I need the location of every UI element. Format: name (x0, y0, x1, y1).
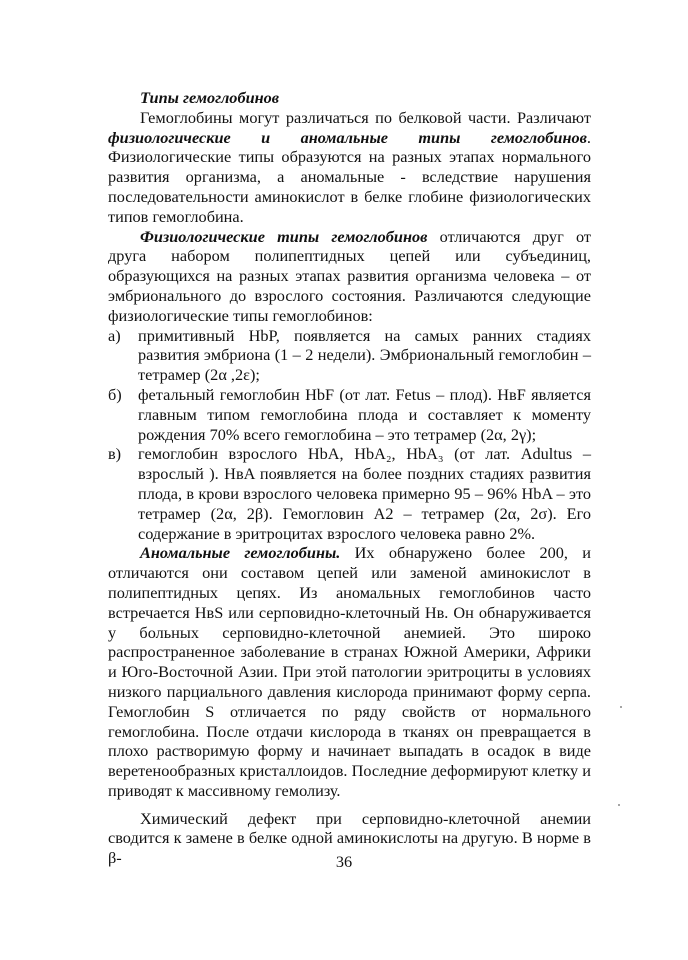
paragraph-intro (108, 108, 591, 227)
list-item (108, 444, 591, 543)
paragraph-intro-start: Гемоглобины могут различаться по белковой части. Различают (140, 107, 591, 127)
body-text (108, 88, 591, 868)
list-item-text: примитивный HbP, появляется на самых ранних стадиях развития эмбриона (1 – 2 недели). Эмбриональный гемоглобин – тетрамер (2α ,2ε); (138, 325, 591, 385)
paragraph-intro-emphasis: физиологические и аномальные типы гемоглобинов (108, 127, 587, 147)
list-item-marker: а) (108, 325, 121, 345)
paragraph-physiological-text: отличаются друг от друга набором полипептидных цепей или субъединиц, образующихся на разных этапах развития организма человека – от эмбрионального до взрослого состояния. Различаются следующие физиологические типы гемоглобинов: (108, 226, 591, 325)
paragraph-abnormal (108, 543, 591, 800)
paragraph-physiological-emphasis: Физиологические типы гемоглобинов (140, 226, 428, 246)
paragraph-abnormal-text: Их обнаружено более 200, и отличаются они составом цепей или заменой аминокислот в полипептидных цепях. Из аномальных гемоглобинов часто встречается HвS или серповидно-клеточный Hв. Он обнаруживается у больных серповидно-клеточной анемией. Это широко распространенное заболевание в странах Южной Америки, Африки и Юго-Восточной Азии. При этой патологии эритроциты в условиях низкого парциального давления кислорода принимают форму серпа. Гемоглобин S отличается по ряду свойств от нормального гемоглобина. После отдачи кислорода в тканях он превращается в плохо растворимую форму и начинает выпадать в осадок в виде веретенообразных кристаллоидов. Последние деформируют клетку и приводят к массивному гемолизу. (108, 543, 591, 800)
paragraph-intro-end: . Физиологические типы образуются на разных этапах нормального развития организма, а аномальные - вследствие нарушения последовательности аминокислот в белке глобине физиологических типов гемоглобина. (108, 127, 591, 226)
section-heading: Типы гемоглобинов (140, 88, 280, 107)
paragraph-abnormal-emphasis: Аномальные гемоглобины. (140, 543, 341, 563)
page-number: 36 (335, 852, 353, 871)
list-item (108, 385, 591, 444)
list-item-marker: в) (108, 444, 122, 464)
hemoglobin-types-list (108, 326, 591, 544)
list-item-marker: б) (108, 384, 122, 404)
list-item (108, 326, 591, 385)
paragraph-physiological (108, 227, 591, 326)
list-item-text: фетальный гемоглобин HbF (от лат. Fetus – плод). HвF является главным типом гемоглобина плода и составляет к моменту рождения 70% всего гемоглобина – это тетрамер (2α, 2γ); (138, 384, 591, 444)
scan-speck (618, 804, 620, 806)
list-item-text: гемоглобин взрослого HbA, HbA₂, HbA₃ (от лат. Adultus – взрослый ). HвA появляется на более поздних стадиях развития плода, в крови взрослого человека примерно 95 – 96% HbA – это тетрамер (2α, 2β). Гемогловин A2 – тетрамер (2α, 2σ). Его содержание в эритроцитах взрослого человека равно 2%. (138, 444, 591, 543)
scan-speck (620, 706, 622, 708)
paragraph-chemical-defect: Химический дефект при серповидно-клеточной анемии сводится к замене в белке одной аминокислоты на другую. В норме в β- (108, 808, 591, 868)
